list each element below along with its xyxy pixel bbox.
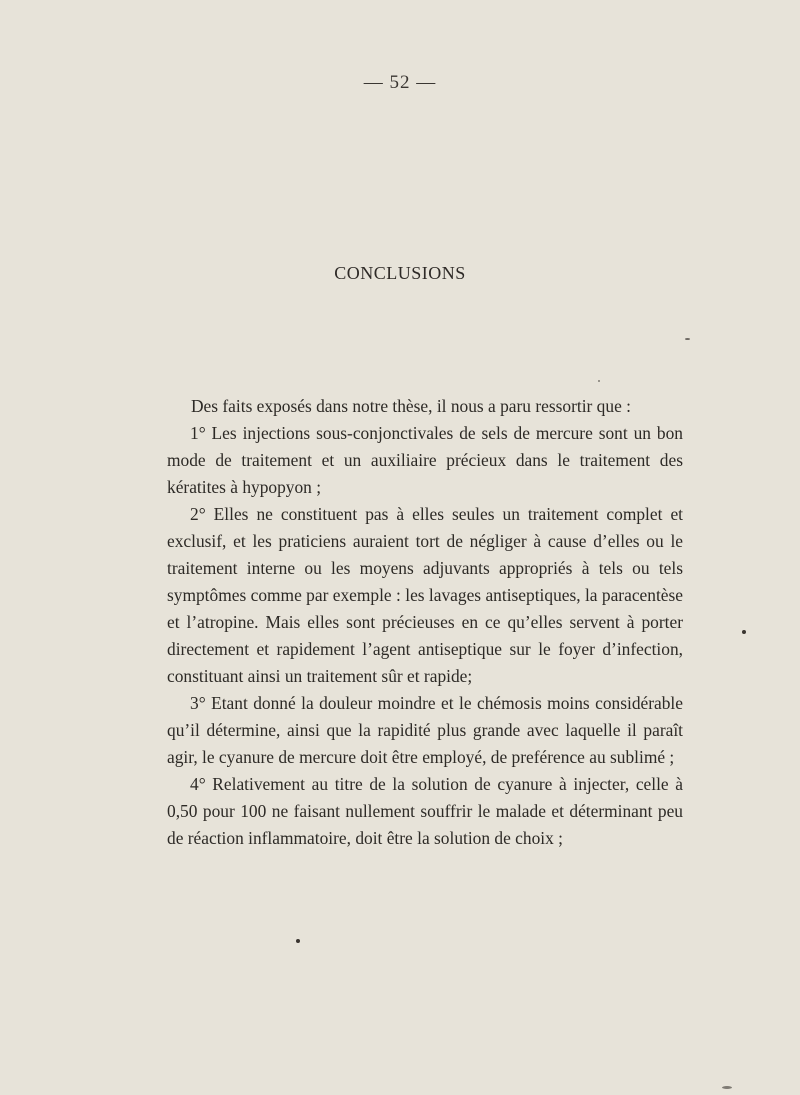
paper-speck <box>722 1086 732 1089</box>
paper-speck <box>296 939 300 943</box>
paragraph-intro: Des faits exposés dans notre thèse, il nous a paru ressortir que : <box>191 396 631 416</box>
paragraph-conclusion-4: 4° Relativement au titre de la solution de cyanure à injecter, celle à 0,50 pour 100 ne faisant nullement souffrir le malade et déterminant peu de réaction inflammatoire, doit être la solution de choix ; <box>167 774 683 848</box>
section-heading: CONCLUSIONS <box>334 263 466 283</box>
paper-speck <box>742 630 746 634</box>
page-number: — 52 — <box>363 72 437 93</box>
paragraph-conclusion-1: 1° Les injections sous-conjonctivales de sels de mercure sont un bon mode de traitement et un auxiliaire précieux dans le traitement des kératites à hypopyon ; <box>167 423 683 497</box>
paragraph-conclusion-3: 3° Etant donné la douleur moindre et le chémosis moins considérable qu’il détermine, ainsi que la rapidité plus grande avec laquelle il paraît agir, le cyanure de mercure doit être employé, de preférence au sublimé ; <box>167 693 683 767</box>
paper-speck <box>598 380 600 382</box>
paper-speck <box>685 338 690 340</box>
paragraph-conclusion-2: 2° Elles ne constituent pas à elles seules un traitement complet et exclusif, et les praticiens auraient tort de négliger à cause d’elles ou le traitement interne ou les moyens adjuvants appropriés à tels ou tels symptômes comme par exemple : les lavages antiseptiques, la paracentèse et l’atropine. Mais elles sont précieuses en ce qu’elles servent à porter directement et rapidement l’agent antiseptique sur le foyer d’infection, constituant ainsi un traitement sûr et rapide; <box>167 504 683 686</box>
body-text <box>167 393 683 852</box>
